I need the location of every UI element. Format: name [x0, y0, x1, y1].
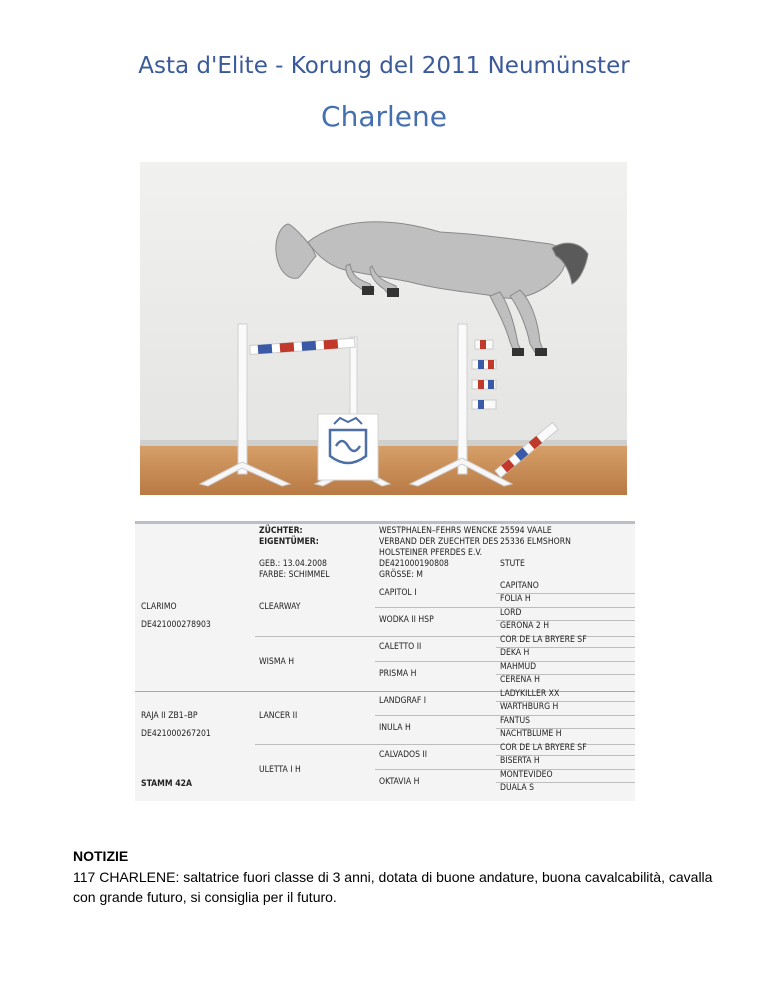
pedigree-gen4: LORD	[500, 608, 522, 618]
pedigree-gen3: WODKA II HSP	[379, 615, 434, 625]
pedigree-gen3: CAPITOL I	[379, 588, 417, 598]
pedigree-gen4: BISERTA H	[500, 756, 540, 766]
owner-name-2: HOLSTEINER PFERDES E.V.	[379, 548, 483, 558]
pedigree-gen4: FOLIA H	[500, 594, 531, 604]
owner-name-1: VERBAND DER ZUECHTER DES	[379, 537, 499, 547]
notes-heading: NOTIZIE	[73, 848, 129, 864]
dam-name: RAJA II ZB1–BP	[141, 711, 198, 721]
horse-jumping-photo	[140, 162, 627, 495]
breeder-zip: 25594 VAALE	[500, 526, 552, 536]
pedigree-gen4: GERONA 2 H	[500, 621, 550, 631]
pedigree-gen4: CAPITANO	[500, 581, 539, 591]
owner-label: EIGENTÜMER:	[259, 537, 319, 547]
pedigree-gen4: DEKA H	[500, 648, 530, 658]
pedigree-gen4: CERENA H	[500, 675, 540, 685]
event-title: Asta d'Elite - Korung del 2011 Neumünster	[138, 53, 630, 79]
pedigree-gen3: CALETTO II	[379, 642, 422, 652]
pedigree-gen3: LANDGRAF I	[379, 696, 427, 706]
dam-ueln: DE421000267201	[141, 729, 211, 739]
pedigree-gen4: COR DE LA BRYERE SF	[500, 635, 587, 645]
breeder-name: WESTPHALEN–FEHRS WENCKE	[379, 526, 498, 536]
pedigree-gen2: LANCER II	[259, 711, 298, 721]
birth-date: GEB.: 13.04.2008	[259, 559, 327, 569]
coat-color: FARBE: SCHIMMEL	[259, 570, 330, 580]
horse-name-title: Charlene	[321, 100, 447, 133]
holsteiner-logo-panel	[318, 414, 378, 480]
sire-ueln: DE421000278903	[141, 620, 211, 630]
pedigree-gen3: INULA H	[379, 723, 411, 733]
owner-zip: 25336 ELMSHORN	[500, 537, 571, 547]
pedigree-table	[135, 521, 635, 801]
pedigree-gen4: LADYKILLER XX	[500, 689, 560, 699]
pedigree-gen4: WARTHBURG H	[500, 702, 559, 712]
sire-name: CLARIMO	[141, 602, 177, 612]
notes-text: 117 CHARLENE: saltatrice fuori classe di 3 anni, dotata di buone andature, buona cavalcabilità, cavalla con grande futuro, si consiglia per il futuro.	[73, 869, 713, 905]
pedigree-gen3: PRISMA H	[379, 669, 417, 679]
horse-ueln: DE421000190808	[379, 559, 449, 569]
pedigree-gen4: COR DE LA BRYERE SF	[500, 743, 587, 753]
pedigree-gen4: MONTEVIDEO	[500, 770, 553, 780]
stamm-label: STAMM 42A	[141, 779, 192, 789]
horse-sex: STUTE	[500, 559, 525, 569]
breeder-label: ZÜCHTER:	[259, 526, 303, 536]
pedigree-gen2: CLEARWAY	[259, 602, 301, 612]
pedigree-gen4: DUALA S	[500, 783, 535, 793]
pedigree-gen3: CALVADOS II	[379, 750, 428, 760]
pedigree-gen3: OKTAVIA H	[379, 777, 420, 787]
horse-size: GRÖSSE: M	[379, 570, 423, 580]
pedigree-gen2: WISMA H	[259, 657, 295, 667]
pedigree-gen2: ULETTA I H	[259, 765, 301, 775]
pedigree-gen4: FANTUS	[500, 716, 531, 726]
pedigree-gen4: MAHMUD	[500, 662, 537, 672]
pedigree-gen4: NACHTBLUME H	[500, 729, 562, 739]
